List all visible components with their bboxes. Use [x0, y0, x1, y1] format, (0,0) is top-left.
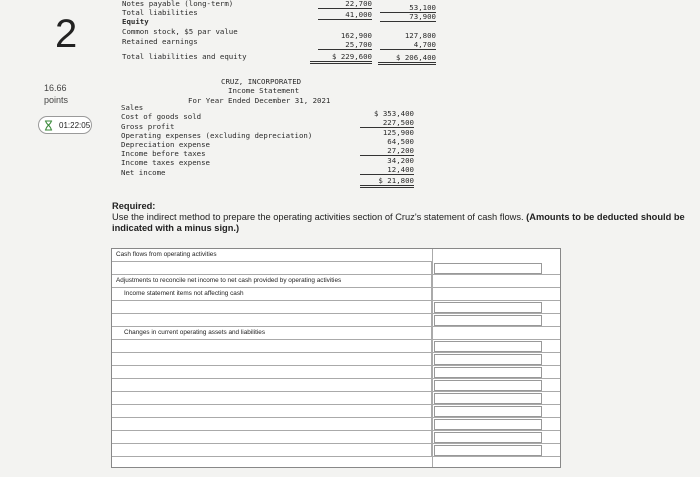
required-instructions [112, 201, 697, 234]
is-label-depr: Depreciation expense [121, 140, 210, 149]
bs-label-common-stock: Common stock, $5 par value [122, 27, 238, 36]
line-item-input[interactable] [112, 366, 432, 378]
bs-v1-notes: 22,700 [318, 0, 372, 9]
bs-v1-total-liabilities: 41,000 [318, 10, 372, 20]
nonaffecting-row [112, 288, 560, 301]
amount-input[interactable] [434, 315, 542, 326]
bs-label-equity: Equity [122, 17, 149, 26]
is-value-tax: 12,400 [360, 165, 414, 175]
bs-v2-notes: 53,100 [380, 3, 436, 13]
question-rail [0, 0, 110, 477]
line-item-input[interactable] [112, 418, 432, 430]
timer-value: 01:22:05 [59, 121, 91, 130]
bs-v1-common-stock: 162,900 [340, 31, 372, 40]
line-item-input[interactable] [112, 379, 432, 391]
amount-input[interactable] [434, 367, 542, 378]
required-heading: Required: [112, 201, 156, 211]
line-item-input[interactable] [112, 392, 432, 404]
adjustments-label: Adjustments to reconcile net income to net cash provided by operating activities [112, 275, 432, 287]
is-label-gross: Gross profit [121, 122, 175, 131]
line-item-input[interactable] [112, 444, 432, 456]
is-value-opex: 64,500 [387, 137, 414, 146]
worksheet-title: Cash flows from operating activities [116, 251, 217, 258]
line-item-input[interactable] [112, 340, 432, 352]
amount-input[interactable] [434, 445, 542, 456]
statement-period: For Year Ended December 31, 2021 [188, 96, 331, 105]
bs-v1-total-le: $ 229,600 [310, 52, 372, 64]
is-label-tax: Income taxes expense [121, 158, 210, 167]
is-value-gross: 125,900 [382, 128, 414, 137]
amount-input[interactable] [434, 354, 542, 365]
amount-input[interactable] [434, 341, 542, 352]
required-text: Use the indirect method to prepare the operating activities section of Cruz's statement of cash flows. [112, 212, 524, 222]
is-label-ibt: Income before taxes [121, 149, 206, 158]
worksheet-title-row [112, 249, 432, 262]
question-number: 2 [55, 12, 78, 56]
bs-v2-retained: 4,700 [380, 40, 436, 50]
timer-badge[interactable] [38, 116, 92, 134]
required-note: (Amounts to be deducted should be indicated with a minus sign.) [112, 212, 685, 233]
bs-label-total-le: Total liabilities and equity [122, 52, 247, 61]
amount-input[interactable] [434, 432, 542, 443]
is-value-sales: $ 353,400 [373, 109, 414, 118]
amount-input[interactable] [434, 406, 542, 417]
line-item-input[interactable] [112, 353, 432, 365]
is-label-cogs: Cost of goods sold [121, 112, 202, 121]
company-name: CRUZ, INCORPORATED [221, 77, 302, 86]
line-item-input[interactable] [112, 314, 432, 326]
amount-input[interactable] [434, 419, 542, 430]
line-item-input[interactable] [112, 301, 432, 313]
amount-input[interactable] [434, 393, 542, 404]
bs-label-retained: Retained earnings [122, 37, 198, 46]
line-item-input[interactable] [112, 405, 432, 417]
amount-input[interactable] [434, 302, 542, 313]
changes-row [112, 327, 560, 340]
is-label-opex: Operating expenses (excluding depreciation) [121, 131, 313, 140]
is-value-cogs: 227,500 [360, 118, 414, 128]
is-label-sales: Sales [121, 103, 144, 112]
is-label-net: Net income [121, 168, 166, 177]
points-label: points [44, 95, 69, 105]
bs-label-total-liabilities: Total liabilities [122, 8, 198, 17]
bs-v2-total-le: $ 206,400 [378, 53, 436, 65]
statement-title: Income Statement [228, 86, 300, 95]
cash-flow-worksheet [111, 248, 561, 468]
points-display [44, 82, 68, 106]
changes-label: Changes in current operating assets and liabilities [112, 327, 432, 339]
hourglass-icon [44, 120, 53, 131]
is-value-ibt: 34,200 [387, 156, 414, 165]
line-item-input[interactable] [112, 262, 432, 274]
is-value-depr: 27,200 [360, 146, 414, 156]
amount-input[interactable] [434, 263, 542, 274]
bs-v1-retained: 25,700 [318, 40, 372, 50]
bs-v2-total-liabilities: 73,900 [380, 12, 436, 22]
adjustments-row [112, 275, 560, 288]
nonaffecting-label: Income statement items not affecting cash [112, 288, 432, 300]
points-value: 16.66 [44, 83, 67, 93]
is-value-net: $ 21,800 [360, 176, 414, 188]
line-item-input[interactable] [112, 431, 432, 443]
bs-v2-common-stock: 127,800 [404, 31, 436, 40]
amount-input[interactable] [434, 380, 542, 391]
bs-label-notes: Notes payable (long-term) [122, 0, 234, 8]
